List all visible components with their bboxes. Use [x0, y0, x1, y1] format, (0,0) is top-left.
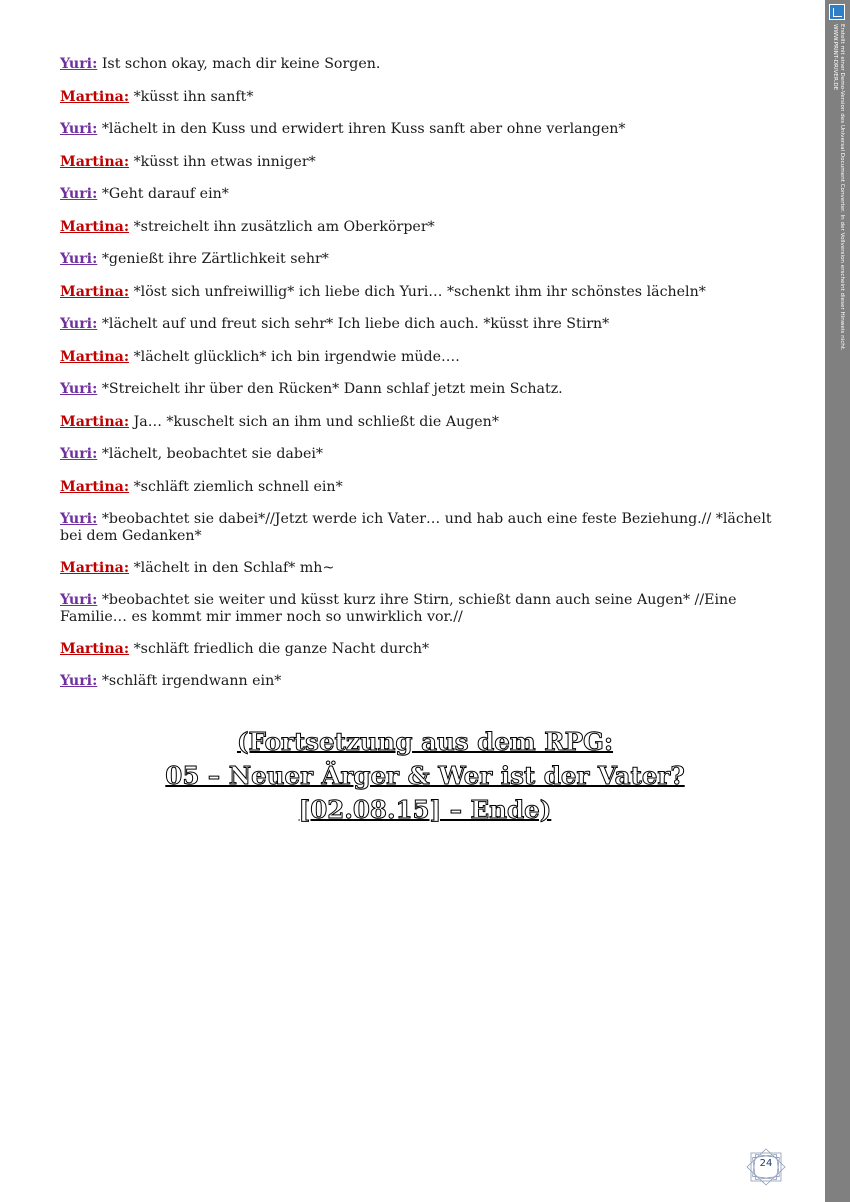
speaker-martina: Martina: [60, 348, 130, 365]
line-text: *streichelt ihn zusätzlich am Oberkörper* [129, 218, 435, 235]
line-text: *küsst ihn etwas inniger* [129, 153, 316, 170]
line-text: *schläft ziemlich schnell ein* [129, 478, 343, 495]
dialogue-line [60, 673, 795, 690]
dialogue-line [60, 641, 795, 658]
page-number-badge [745, 1148, 787, 1186]
page-number: 24 [759, 1158, 773, 1169]
line-text: *lächelt in den Kuss und erwidert ihren Kuss sanft aber ohne verlangen* [97, 121, 626, 137]
end-title-line: [02.08.15] – Ende) [298, 795, 552, 824]
speaker-martina: Martina: [60, 153, 130, 170]
watermark-line: WWW.PRINT-DRIVER.DE [832, 24, 838, 91]
dialogue-line [60, 56, 795, 73]
line-text: *beobachtet sie dabei*//Jetzt werde ich Vater… und hab auch eine feste Beziehung.// *lächelt bei dem Gedanken* [60, 511, 772, 544]
speaker-yuri: Yuri: [60, 673, 98, 689]
end-title-line: 05 – Neuer Ärger & Wer ist der Vater? [165, 761, 685, 790]
speaker-yuri: Yuri: [60, 316, 98, 332]
watermark-line: Erstellt mit einer Demo-Version des Universal Document Converter. In der Vollversion erscheint dieser Hinweis nicht. [839, 24, 845, 351]
speaker-yuri: Yuri: [60, 251, 98, 267]
dialogue-line [60, 414, 795, 431]
watermark-text [831, 24, 845, 351]
dialogue-line [60, 446, 795, 463]
line-text: *küsst ihn sanft* [129, 88, 254, 105]
dialogue-line [60, 251, 795, 268]
dialogue-line [60, 560, 795, 577]
speaker-yuri: Yuri: [60, 121, 98, 137]
line-text: *lächelt, beobachtet sie dabei* [97, 446, 323, 462]
dialogue-line [60, 89, 795, 106]
speaker-yuri: Yuri: [60, 56, 98, 72]
dialogue-line [60, 284, 795, 301]
dialogue-line [60, 121, 795, 138]
dialogue-line [60, 592, 795, 626]
dialogue-line [60, 479, 795, 496]
speaker-martina: Martina: [60, 283, 130, 300]
line-text: *Geht darauf ein* [97, 186, 229, 202]
end-title-line: (Fortsetzung aus dem RPG: [236, 727, 614, 756]
dialogue-line [60, 186, 795, 203]
speaker-martina: Martina: [60, 88, 130, 105]
dialogue-line [60, 349, 795, 366]
speaker-martina: Martina: [60, 559, 130, 576]
line-text: Ja… *kuschelt sich an ihm und schließt die Augen* [129, 413, 499, 430]
line-text: *beobachtet sie weiter und küsst kurz ihre Stirn, schießt dann auch seine Augen* //Eine Familie… es kommt mir immer noch so unwirklich vor.// [60, 592, 737, 625]
line-text: *schläft friedlich die ganze Nacht durch* [129, 640, 430, 657]
converter-logo-icon [829, 4, 845, 20]
dialogue-line [60, 511, 795, 545]
speaker-yuri: Yuri: [60, 511, 98, 527]
speaker-yuri: Yuri: [60, 446, 98, 462]
speaker-martina: Martina: [60, 413, 130, 430]
dialogue-line [60, 219, 795, 236]
line-text: *lächelt glücklich* ich bin irgendwie müde…. [129, 348, 460, 365]
line-text: Ist schon okay, mach dir keine Sorgen. [97, 56, 381, 72]
dialogue-line [60, 154, 795, 171]
dialogue-line [60, 381, 795, 398]
speaker-yuri: Yuri: [60, 592, 98, 608]
speaker-yuri: Yuri: [60, 186, 98, 202]
line-text: *Streichelt ihr über den Rücken* Dann schlaf jetzt mein Schatz. [97, 381, 563, 397]
line-text: *lächelt in den Schlaf* mh~ [129, 559, 335, 576]
speaker-yuri: Yuri: [60, 381, 98, 397]
line-text: *schläft irgendwann ein* [97, 673, 282, 689]
speaker-martina: Martina: [60, 478, 130, 495]
end-title [0, 725, 850, 827]
line-text: *lächelt auf und freut sich sehr* Ich liebe dich auch. *küsst ihre Stirn* [97, 316, 610, 332]
speaker-martina: Martina: [60, 218, 130, 235]
dialogue-line [60, 316, 795, 333]
speaker-martina: Martina: [60, 640, 130, 657]
line-text: *genießt ihre Zärtlichkeit sehr* [97, 251, 329, 267]
line-text: *löst sich unfreiwillig* ich liebe dich Yuri… *schenkt ihm ihr schönstes lächeln* [129, 283, 706, 300]
